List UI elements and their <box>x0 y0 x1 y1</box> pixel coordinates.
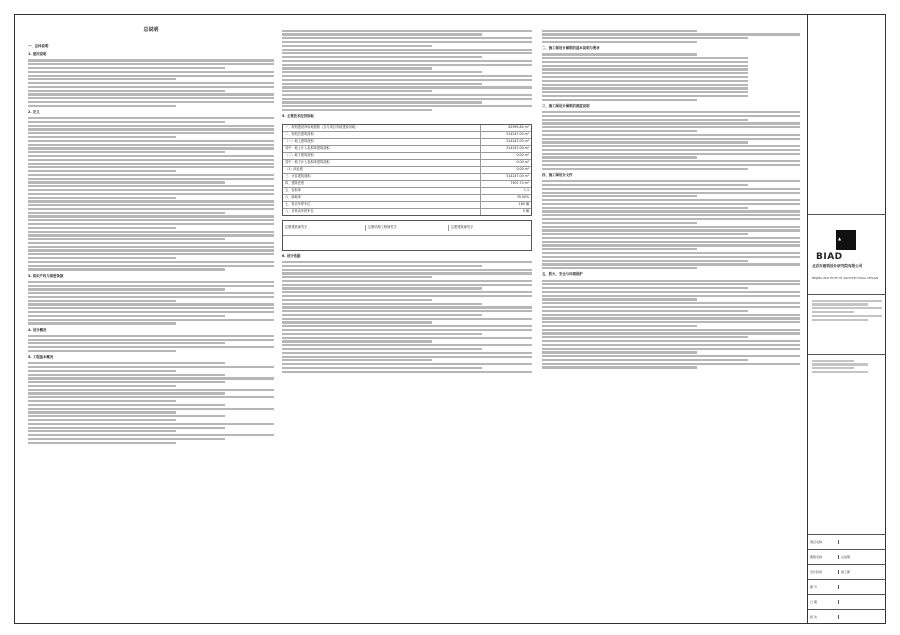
section-heading: 三、施工图设计图纸的深度说明 <box>542 103 590 108</box>
subsection-heading: 1. 使用说明 <box>28 52 47 57</box>
table-row: 其中：地下计入容积率建筑面积 0.00 m² <box>283 160 531 167</box>
revision-area <box>812 358 882 375</box>
section-heading: 四、施工图设计文件 <box>542 172 573 177</box>
table-row: 二、规划总建筑面积 514247.00 m² <box>283 132 531 139</box>
section-heading: 二、施工图设计图纸的基本说明与要求 <box>542 46 600 51</box>
table-row: 图 号 <box>808 579 886 594</box>
subsection-heading: 5. 工程基本概况 <box>28 355 54 360</box>
section-heading: 一、总体说明 <box>28 43 49 48</box>
table-row: 注册建筑师签字 注册结构工程师签字 注册建筑师签字 <box>283 221 531 236</box>
column-1 <box>28 28 274 445</box>
table-row: 项目名称 <box>808 534 886 549</box>
subsection-heading: 2. 定义 <box>28 109 40 114</box>
table-row: 其中：地上计入容积率建筑面积 514247.00 m² <box>283 146 531 153</box>
table-row: 三、计容建筑面积 514247.00 m² <box>283 174 531 181</box>
table-row: （1）商业面 0.00 m² <box>283 167 531 174</box>
institute-name: 北京市建筑设计研究院有限公司 <box>812 264 863 268</box>
table-row <box>283 236 531 250</box>
titleblock-table <box>808 534 886 624</box>
column-2 <box>282 28 532 374</box>
logo-text: BIAD <box>816 252 843 262</box>
design-basis-heading: 6. 设计依据 <box>282 253 301 258</box>
table-row: 版 次 <box>808 609 886 624</box>
section-heading: 五、防火、安全与环境保护 <box>542 272 583 277</box>
table-row: （二）地下建筑面积 0.00 m² <box>283 153 531 160</box>
table-row: 日 期 <box>808 594 886 609</box>
table-row: 五、容积率 1.1 <box>283 188 531 195</box>
table-row: 四、建筑密度 7907.70 m² <box>283 181 531 188</box>
subsection-heading: 3. 知识产权与保密条款 <box>28 273 64 278</box>
table-row: （一）地上建筑面积 514247.00 m² <box>283 139 531 146</box>
table-row: 一、规划建设净用地面积（含与项目有地建设用地） 62995.84 m² <box>283 125 531 132</box>
column-3 <box>542 28 800 370</box>
signature-table <box>282 220 532 251</box>
institute-name-en: BEIJING INSTITUTE OF ARCHITECTURAL DESIGN <box>812 276 879 280</box>
stamp-area <box>812 298 882 322</box>
cost-heading: 5. 主要技术经济指标 <box>282 114 314 119</box>
subsection-heading: 4. 设计概况 <box>28 327 47 332</box>
table-row: 设计阶段 施工图 <box>808 564 886 579</box>
table-row: 八、非机动车停车位 0 辆 <box>285 208 529 213</box>
table-row: 图纸名称 总说明 <box>808 549 886 564</box>
document-title: 总说明 <box>143 27 159 33</box>
table-row: 六、绿地率 35.00% <box>283 195 531 202</box>
economic-indicator-table <box>282 124 532 216</box>
title-block: ▲ BIAD 北京市建筑设计研究院有限公司 BEIJING INSTITUTE OF ARCHITECTURAL DESIGN 项目名称 图纸名称 总说明 设计阶段 施工图 图 号 日 期 版 次 <box>807 14 886 624</box>
table-row: 七、机动车停车位 160 辆 <box>283 202 531 209</box>
